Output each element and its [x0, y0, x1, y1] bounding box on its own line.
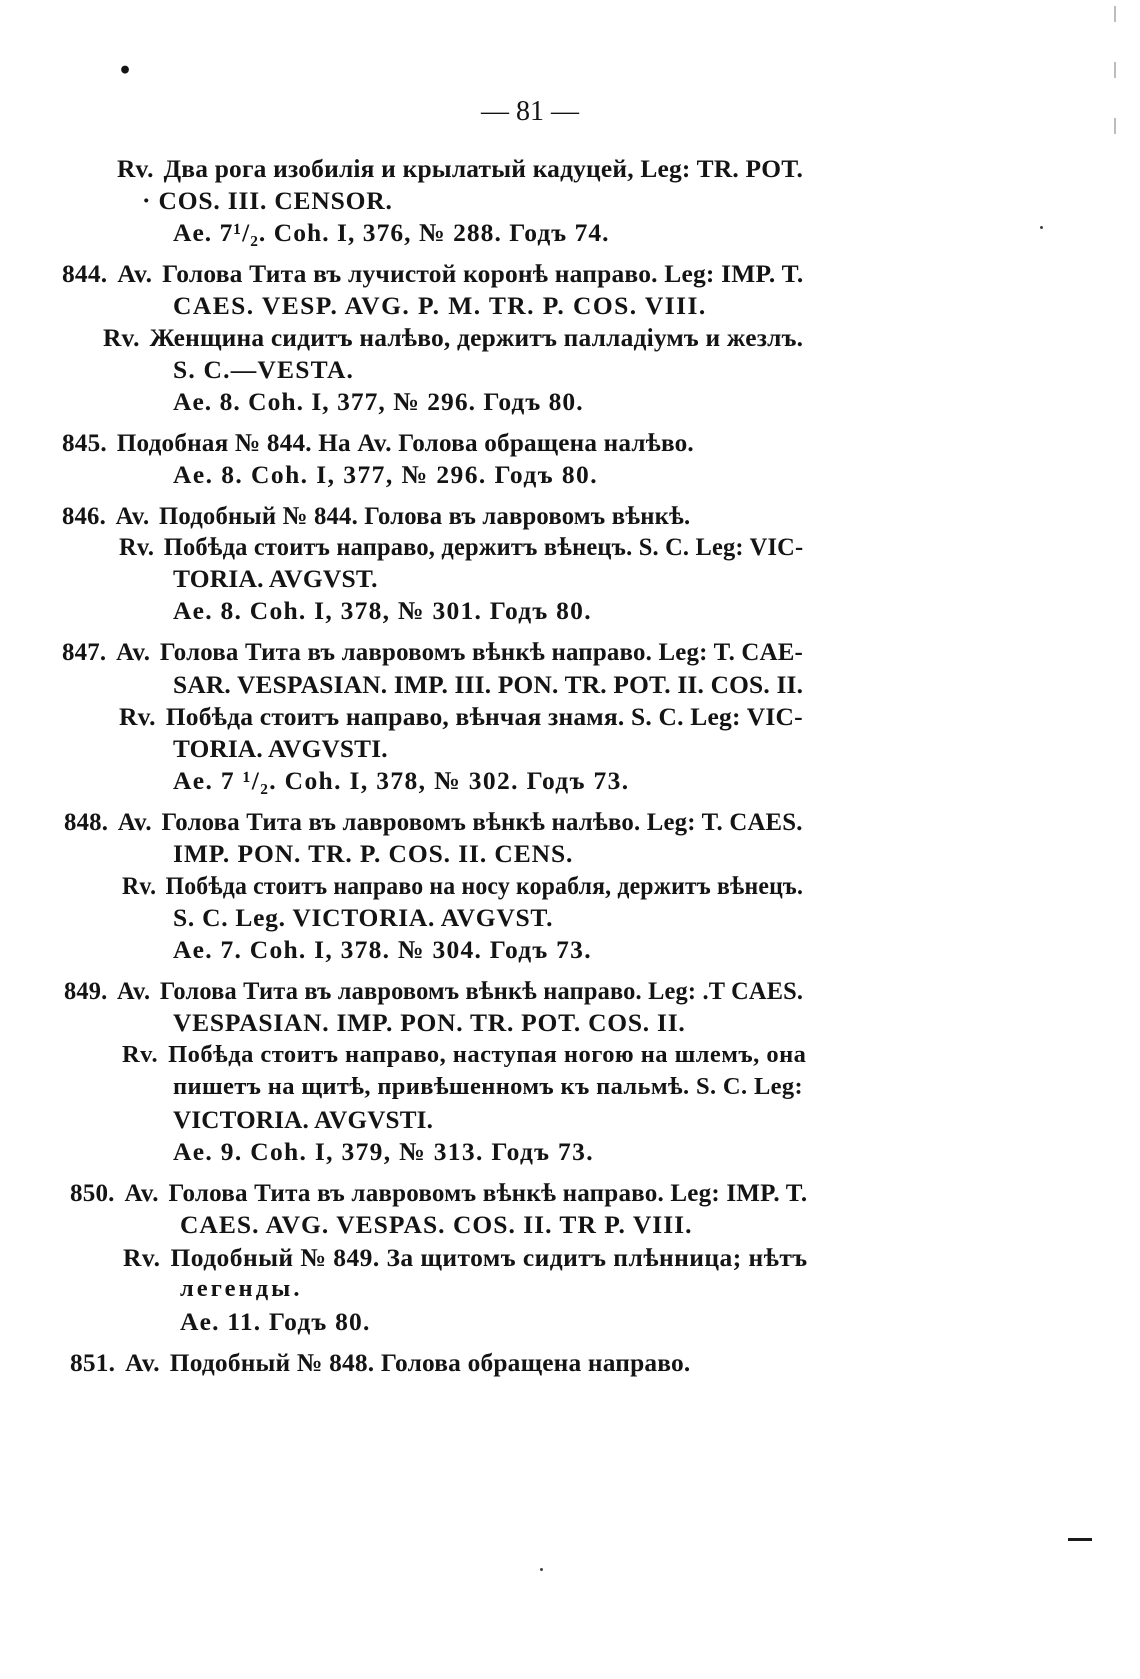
entry-number: 846.	[62, 501, 106, 530]
text-line	[173, 1107, 433, 1133]
line-text: Ae. 8. Coh. I, 378, № 301. Годъ 80.	[173, 596, 592, 625]
line-text: Ae. 8. Coh. I, 377, № 296. Годъ 80.	[173, 387, 584, 416]
text-line	[122, 873, 803, 899]
edge-mark	[1114, 118, 1116, 134]
reverse-label: Rv.	[122, 1041, 159, 1068]
text-line	[173, 736, 388, 762]
text-line	[64, 978, 803, 1004]
text-line	[103, 325, 803, 351]
page-number: — 81 —	[481, 96, 579, 127]
line-text: Ae. 8. Coh. I, 377, № 296. Годъ 80.	[173, 460, 599, 489]
reverse-label: Rv.	[103, 323, 140, 352]
line-text: Подобный № 844. Голова въ лавровомъ вѣнкѣ.	[159, 501, 691, 530]
text-line	[70, 1180, 807, 1206]
text-line	[173, 1139, 594, 1165]
margin-dash	[1068, 1538, 1092, 1541]
line-text: SAR. VESPASIAN. IMP. III. PON. TR. POT. II. COS. II.	[173, 670, 804, 699]
obverse-label: Av.	[117, 259, 153, 288]
line-text: TORIA. AVGVST.	[173, 564, 378, 593]
text-line	[123, 1245, 808, 1271]
line-text: S. C. Leg. VICTORIA. AVGVST.	[173, 903, 554, 932]
line-text: Голова Тита въ лавровомъ вѣнкѣ налѣво. Leg: T. CAES.	[161, 807, 803, 836]
obverse-label: Av.	[116, 637, 151, 666]
line-text: Женщина сидитъ налѣво, держитъ палладіумъ и жезлъ.	[149, 323, 804, 352]
text-line	[173, 672, 803, 698]
line-text: CAES. VESP. AVG. P. M. TR. P. COS. VIII.	[173, 291, 707, 320]
line-text: VESPASIAN. IMP. PON. TR. POT. COS. II.	[173, 1008, 686, 1037]
text-line	[173, 1075, 803, 1100]
obverse-label: Av.	[116, 976, 151, 1005]
text-line	[62, 503, 690, 529]
line-text: Ae. 7 ¹/₂. Coh. I, 378, № 302. Годъ 73.	[173, 766, 630, 795]
corner-mark: •	[118, 58, 133, 84]
scan-speck	[540, 1568, 543, 1571]
entry-number: 850.	[70, 1178, 115, 1207]
entry-number: 847.	[62, 637, 107, 666]
line-text: Ae. 11. Годъ 80.	[180, 1307, 371, 1336]
reverse-label: Rv.	[123, 1243, 161, 1272]
line-text: Подобный № 848. Голова обращена направо.	[169, 1348, 691, 1377]
text-line	[173, 389, 584, 415]
text-line	[180, 1309, 371, 1335]
text-line	[70, 1350, 690, 1376]
reverse-label: Rv.	[119, 702, 156, 731]
edge-mark	[1114, 6, 1116, 22]
text-line	[173, 357, 354, 383]
line-text: Побѣда стоитъ направо, вѣнчая знамя. S. C. Leg: VIC-	[165, 702, 803, 731]
text-line	[119, 704, 803, 730]
line-text: TORIA. AVGVSTI.	[173, 734, 388, 763]
reverse-label: Rv.	[122, 871, 157, 900]
text-line	[119, 534, 803, 560]
scan-speck	[1040, 226, 1043, 229]
line-text: Подобная № 844. На Av. Голова обращена налѣво.	[116, 428, 694, 457]
line-text: Два рога изобилія и крылатый кадуцей, Leg: TR. POT.	[163, 154, 804, 183]
line-text: Побѣда стоитъ направо, держитъ вѣнецъ. S. C. Leg: VIC-	[163, 532, 804, 561]
line-text: легенды.	[180, 1275, 303, 1302]
line-text: Голова Тита въ лавровомъ вѣнкѣ направо. Leg: T. CAE-	[159, 637, 804, 666]
edge-mark	[1114, 62, 1116, 78]
entry-number: 844.	[62, 259, 108, 288]
text-line	[173, 1010, 685, 1036]
text-line	[122, 1043, 806, 1068]
line-text: S. C.—VESTA.	[173, 355, 355, 384]
line-text: IMP. PON. TR. P. COS. II. CENS.	[173, 839, 574, 868]
text-line	[62, 639, 803, 665]
entry-number: 845.	[62, 428, 107, 457]
line-text: Голова Тита въ лучистой коронѣ направо. Leg: IMP. T.	[162, 259, 804, 288]
line-text: пишетъ на щитѣ, привѣшенномъ къ пальмѣ. S. C. Leg:	[173, 1073, 804, 1100]
obverse-label: Av.	[125, 1348, 160, 1377]
line-text: Голова Тита въ лавровомъ вѣнкѣ направо. Leg: .T CAES.	[159, 976, 804, 1005]
line-text: Голова Тита въ лавровомъ вѣнкѣ направо. Leg: IMP. T.	[168, 1178, 808, 1207]
text-line	[142, 188, 393, 214]
text-line	[173, 220, 610, 246]
line-text: Ae. 9. Coh. I, 379, № 313. Годъ 73.	[173, 1137, 594, 1166]
text-line	[173, 462, 598, 488]
entry-number: 848.	[64, 807, 109, 836]
text-line	[173, 598, 592, 624]
entry-number: 849.	[64, 976, 108, 1005]
reverse-label: Rv.	[117, 154, 154, 183]
line-text: Побѣда стоитъ направо на носу корабля, держитъ вѣнецъ.	[165, 871, 804, 900]
obverse-label: Av.	[117, 807, 152, 836]
text-line	[173, 841, 573, 867]
text-line	[173, 937, 592, 963]
text-line	[173, 905, 553, 931]
obverse-label: Av.	[124, 1178, 159, 1207]
text-line	[117, 156, 803, 182]
text-line	[173, 768, 629, 794]
text-line	[180, 1277, 303, 1302]
line-text: Ae. 7¹/₂. Coh. I, 376, № 288. Годъ 74.	[173, 218, 610, 247]
line-text: CAES. AVG. VESPAS. COS. II. TR P. VIII.	[180, 1210, 693, 1239]
line-text: Побѣда стоитъ направо, наступая ногою на шлемъ, она	[168, 1041, 807, 1068]
reverse-label: Rv.	[119, 532, 155, 561]
line-text: · COS. III. CENSOR.	[142, 186, 393, 215]
obverse-label: Av.	[115, 501, 150, 530]
line-text: VICTORIA. AVGVSTI.	[173, 1105, 434, 1134]
text-line	[180, 1212, 693, 1238]
line-text: Ae. 7. Coh. I, 378. № 304. Годъ 73.	[173, 935, 592, 964]
text-line	[173, 293, 707, 319]
entry-number: 851.	[70, 1348, 116, 1377]
line-text: Подобный № 849. За щитомъ сидитъ плѣнница; нѣтъ	[170, 1243, 808, 1272]
text-line	[62, 430, 694, 456]
text-line	[62, 261, 803, 287]
text-line	[173, 566, 378, 592]
text-line	[64, 809, 803, 835]
